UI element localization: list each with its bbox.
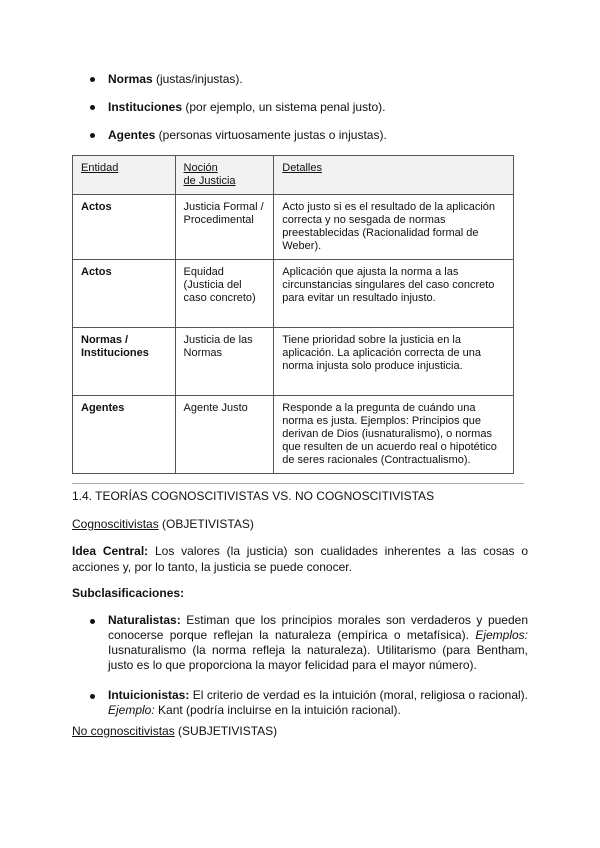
cell-detalles: Acto justo si es el resultado de la aplicación correcta y no sesgada de normas preestablecidas (Racionalidad formal de Weber). bbox=[274, 195, 514, 260]
bullet-term: Agentes bbox=[108, 128, 156, 142]
no-cognoscitivistas-term: No cognoscitivistas bbox=[72, 724, 175, 738]
header-nocion bbox=[175, 156, 274, 195]
header-nocion-line1: Noción bbox=[183, 162, 218, 174]
bullet-term: Normas bbox=[108, 72, 153, 86]
intuicionistas-text: El criterio de verdad es la intuición (moral, religiosa o racional). bbox=[189, 688, 528, 702]
cell-entidad: Agentes bbox=[73, 396, 176, 474]
table-row bbox=[73, 260, 514, 328]
intuicionistas-example-text: Kant (podría incluirse en la intuición racional). bbox=[154, 703, 401, 717]
header-entidad: Entidad bbox=[73, 156, 176, 195]
cell-nocion: Justicia Formal / Procedimental bbox=[175, 195, 274, 260]
table-row bbox=[73, 396, 514, 474]
cognoscitivistas-term: Cognoscitivistas bbox=[72, 517, 159, 531]
cell-nocion: Equidad (Justicia del caso concreto) bbox=[175, 260, 274, 328]
cell-entidad: Normas / Instituciones bbox=[73, 328, 176, 396]
cell-nocion: Justicia de las Normas bbox=[175, 328, 274, 396]
section-divider bbox=[72, 483, 524, 484]
cell-entidad: Actos bbox=[73, 260, 176, 328]
cell-detalles: Responde a la pregunta de cuándo una norma es justa. Ejemplos: Principios que derivan de Dios (iusnaturalismo), o normas que resulten de un acuerdo real o hipotético de seres racionales (Contractualismo). bbox=[274, 396, 514, 474]
section-heading: 1.4. TEORÍAS COGNOSCITIVISTAS VS. NO COGNOSCITIVISTAS bbox=[72, 489, 435, 503]
entity-bullet-list bbox=[88, 72, 387, 156]
no-cognoscitivistas-suffix: (SUBJETIVISTAS) bbox=[174, 724, 278, 738]
no-cognoscitivistas-label bbox=[72, 724, 277, 739]
idea-central-text: Los valores (la justicia) son cualidades inherentes a las cosas o acciones y, por lo tanto, la justicia se puede conocer. bbox=[72, 544, 528, 574]
bullet-term: Instituciones bbox=[108, 100, 183, 114]
naturalistas-label: Naturalistas: bbox=[108, 613, 181, 627]
bullet-text: (personas virtuosamente justas o injustas). bbox=[155, 128, 387, 142]
cell-detalles: Aplicación que ajusta la norma a las circunstancias singulares del caso concreto para evitar un resultado injusto. bbox=[274, 260, 514, 328]
cell-entidad: Actos bbox=[73, 195, 176, 260]
list-item bbox=[88, 128, 387, 156]
idea-central-paragraph bbox=[72, 543, 528, 575]
header-nocion-line2: de Justicia bbox=[183, 175, 236, 187]
cell-nocion: Agente Justo bbox=[175, 396, 274, 474]
table-header-row bbox=[73, 156, 514, 195]
intuicionistas-label: Intuicionistas: bbox=[108, 688, 190, 702]
naturalistas-text: Estiman que los principios morales son verdaderos y pueden conocerse porque reflejan la naturaleza (empírica o metafísica). bbox=[108, 613, 528, 642]
table-row bbox=[73, 328, 514, 396]
bullet-text: (justas/injustas). bbox=[152, 72, 243, 86]
list-item bbox=[88, 100, 387, 128]
table-row bbox=[73, 195, 514, 260]
cognoscitivistas-label bbox=[72, 517, 254, 532]
subclasificaciones-list bbox=[88, 613, 528, 718]
cognoscitivistas-suffix: (OBJETIVISTAS) bbox=[158, 517, 254, 531]
subclasificaciones-heading: Subclasificaciones: bbox=[72, 586, 185, 600]
header-detalles: Detalles bbox=[274, 156, 514, 195]
list-item bbox=[88, 688, 528, 718]
bullet-text: (por ejemplo, un sistema penal justo). bbox=[182, 100, 386, 114]
intuicionistas-example-label: Ejemplo: bbox=[108, 703, 155, 717]
cell-detalles: Tiene prioridad sobre la justicia en la aplicación. La aplicación correcta de una norma injusta solo produce injusticia. bbox=[274, 328, 514, 396]
list-item bbox=[88, 613, 528, 673]
naturalistas-example-text: Iusnaturalismo (la norma refleja la naturaleza). Utilitarismo (para Bentham, justo es lo que proporciona la mayor felicidad para el mayor número). bbox=[108, 643, 528, 672]
naturalistas-example-label: Ejemplos: bbox=[475, 628, 528, 642]
justice-table bbox=[72, 155, 514, 474]
list-item bbox=[88, 72, 387, 100]
idea-central-label: Idea Central: bbox=[72, 544, 149, 558]
